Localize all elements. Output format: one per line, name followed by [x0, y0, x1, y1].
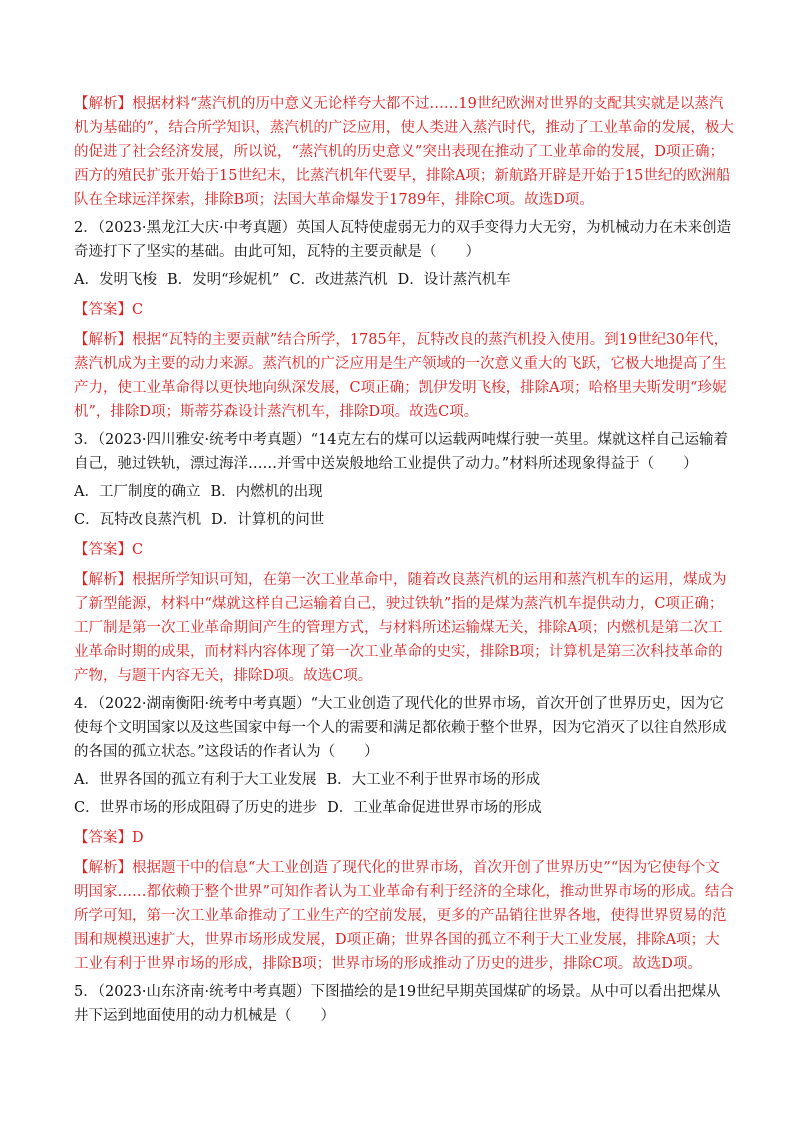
- answer-q3: [74, 538, 734, 562]
- question-2-options: [74, 268, 734, 292]
- question-4-options-row2: [74, 796, 734, 820]
- question-4-option-c: C．世界市场的形成阻碍了历史的进步: [74, 800, 318, 816]
- analysis-label: 【解析】: [74, 96, 132, 112]
- analysis-label: 【解析】: [74, 860, 132, 876]
- answer-value: C: [132, 542, 144, 558]
- answer-value: C: [132, 302, 144, 318]
- analysis-text: 根据题干中的信息“大工业创造了现代化的世界市场，首次开创了世界历史”“因为它使每个文明国家……都依赖于整个世界”可知作者认为工业革命有利于经济的全球化，推动世界市场的形成。结合所学可知，第一次工业革命推动了工业生产的空前发展，更多的产品销往世界各地，使得世界贸易的范围和规模迅速扩大，世界市场形成发展，D项正确；世界各国的孤立不利于大工业发展，排除A项；大工业有利于世界市场的形成，排除B项；世界市场的形成推动了历史的进步，排除C项。故选D项。: [74, 860, 734, 972]
- analysis-q1: [74, 92, 734, 212]
- analysis-q3: [74, 568, 734, 688]
- question-2-option-b: B．发明“珍妮机”: [166, 272, 280, 288]
- question-3-option-d: D．计算机的问世: [211, 512, 325, 528]
- answer-label: 【答案】: [74, 542, 132, 558]
- question-2-option-c: C．改进蒸汽机: [289, 272, 388, 288]
- analysis-text: 根据所学知识可知，在第一次工业革命中，随着改良蒸汽机的运用和蒸汽机车的运用，煤成为了新型能源，材料中“煤就这样自己运输着自己，驶过铁轨”指的是煤为蒸汽机车提供动力，C项正确；工厂制是第一次工业革命期间产生的管理方式，与材料所述运输煤无关，排除A项；内燃机是第二次工业革命时期的成果，而材料内容体现了第一次工业革命的史实，排除B项；计算机是第三次科技革命的产物，与题干内容无关，排除D项。故选C项。: [74, 572, 727, 684]
- question-3-options-row2: [74, 508, 734, 532]
- analysis-q4: [74, 856, 734, 976]
- analysis-text: 根据“瓦特的主要贡献”结合所学，1785年，瓦特改良的蒸汽机投入使用。到19世纪30年代，蒸汽机成为主要的动力来源。蒸汽机的广泛应用是生产领域的一次意义重大的飞跃，它极大地提高了生产力，使工业革命得以更快地向纵深发展，C项正确；凯伊发明飞梭，排除A项；哈格里夫斯发明“珍妮机”，排除D项；斯蒂芬森设计蒸汽机车，排除D项。故选C项。: [74, 332, 729, 420]
- question-4-options-row1: [74, 768, 734, 792]
- question-5-stem: 5．（2023·山东济南·统考中考真题）下图描绘的是19世纪早期英国煤矿的场景。从中可以看出把煤从井下运到地面使用的动力机械是（ ）: [74, 984, 721, 1024]
- question-2-option-d: D．设计蒸汽机车: [397, 272, 511, 288]
- analysis-q2: [74, 328, 734, 424]
- question-4-option-d: D．工业革命促进世界市场的形成: [327, 800, 542, 816]
- analysis-text: 根据材料“蒸汽机的历中意义无论样夸大都不过……19世纪欧洲对世界的支配其实就是以蒸汽机为基础的”，结合所学知识，蒸汽机的广泛应用，使人类进入蒸汽时代，推动了工业革命的发展，极大的促进了社会经济发展，所以说，“蒸汽机的历史意义”突出表现在推动了工业革命的发展，D项正确；西方的殖民扩张开始于15世纪末，比蒸汽机年代要早，排除A项；新航路开辟是开始于15世纪的欧洲船队在全球远洋探索，排除B项；法国大革命爆发于1789年，排除C项。故选D项。: [74, 96, 734, 208]
- document-page: [74, 92, 734, 1028]
- question-4-option-a: A．世界各国的孤立有利于大工业发展: [74, 772, 317, 788]
- answer-label: 【答案】: [74, 830, 132, 846]
- question-4-stem: 4．（2022·湖南衡阳·统考中考真题）“大工业创造了现代化的世界市场，首次开创了世界历史，因为它使每个文明国家以及这些国家中每一个人的需要和满足都依赖于整个世界，因为它消灭了以往自然形成的各国的孤立状态。”这段话的作者认为（ ）: [74, 696, 727, 760]
- question-3-stem: 3．（2023·四川雅安·统考中考真题）“14克左右的煤可以运载两吨煤行驶一英里。煤就这样自己运输着自己，驰过铁轨，漂过海洋……并雪中送炭般地给工业提供了动力。”材料所述现象得益于（ ）: [74, 432, 728, 472]
- question-3-options-row1: [74, 480, 734, 504]
- answer-value: D: [132, 830, 144, 846]
- question-2-stem: 2．（2023·黑龙江大庆·中考真题）英国人瓦特使虚弱无力的双手变得力大无穷，为机械动力在未来创造奇迹打下了坚实的基础。由此可知，瓦特的主要贡献是（ ）: [74, 220, 732, 260]
- answer-q4: [74, 826, 734, 850]
- answer-q2: [74, 298, 734, 322]
- question-3-option-c: C．瓦特改良蒸汽机: [74, 512, 202, 528]
- question-4-option-b: B．大工业不利于世界市场的形成: [326, 772, 541, 788]
- answer-label: 【答案】: [74, 302, 132, 318]
- analysis-label: 【解析】: [74, 332, 132, 348]
- question-2-option-a: A．发明飞梭: [74, 272, 157, 288]
- question-3-option-b: B．内燃机的出现: [210, 484, 323, 500]
- analysis-label: 【解析】: [74, 572, 132, 588]
- question-3-option-a: A．工厂制度的确立: [74, 484, 201, 500]
